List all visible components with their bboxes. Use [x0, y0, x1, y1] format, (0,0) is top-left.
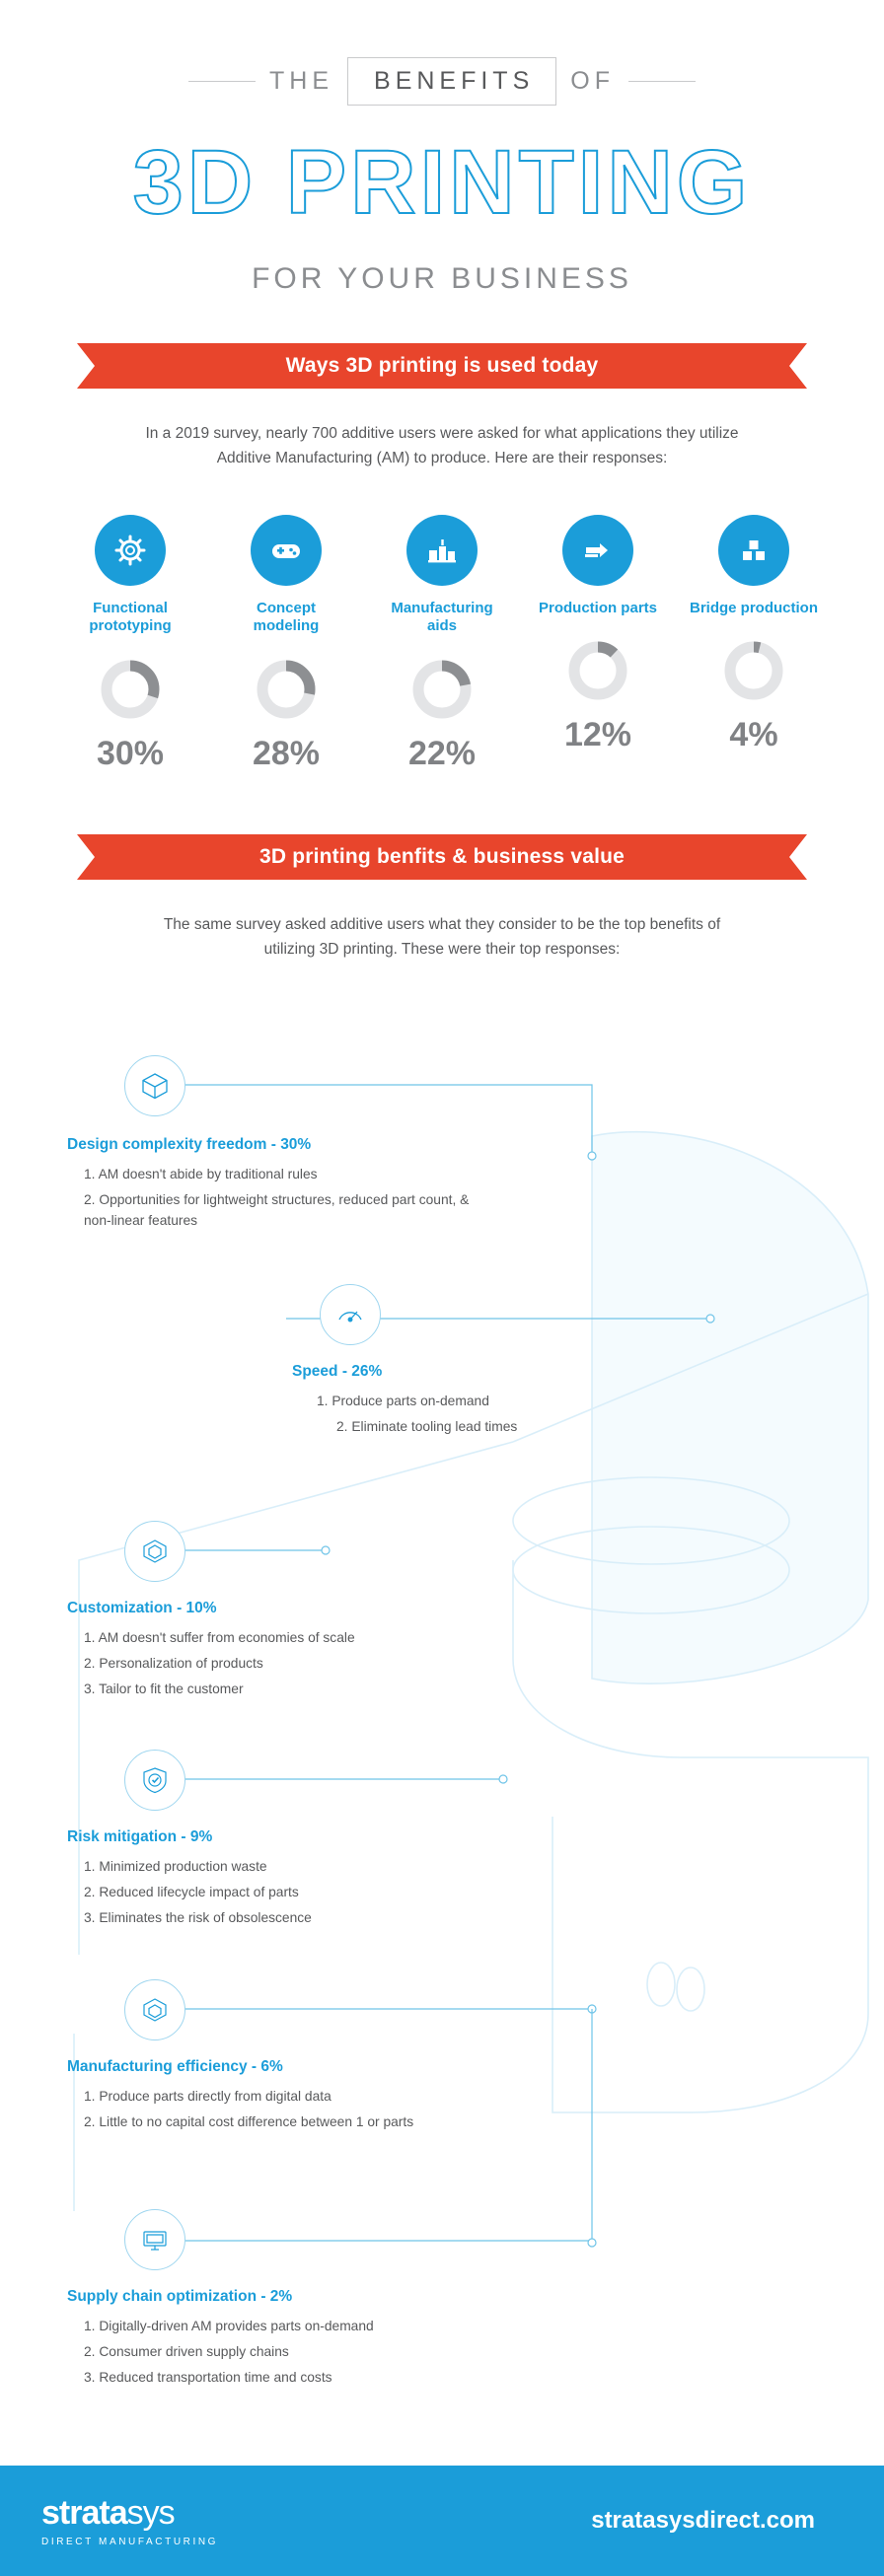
section2-banner-wrap	[0, 834, 884, 880]
list-item: 3. Eliminates the risk of obsolescence	[84, 1910, 312, 1926]
use-label: Production parts	[538, 599, 657, 616]
use-percent: 28%	[252, 735, 321, 773]
divider-right	[628, 81, 696, 82]
bolt-part-icon	[562, 515, 633, 586]
list-item: 2. Consumer driven supply chains	[84, 2344, 289, 2360]
benefit-title: Risk mitigation - 9%	[67, 1827, 213, 1845]
benefit-title: Supply chain optimization - 2%	[67, 2287, 293, 2305]
section2-intro: The same survey asked additive users what they consider to be the top benefits of utilizing 3D printing. These were their top responses:	[163, 916, 721, 958]
custom-cube-icon	[124, 1521, 185, 1582]
use-item-functional-prototyping	[66, 515, 194, 774]
benefits-headline-row	[0, 57, 884, 106]
logo-word-1: strata	[41, 2494, 127, 2532]
use-item-production-parts	[534, 515, 662, 774]
speed-icon	[320, 1284, 381, 1345]
list-item: 1. AM doesn't abide by traditional rules	[84, 1166, 318, 1181]
benefit-title: Design complexity freedom - 30%	[67, 1135, 312, 1153]
donut-chart-concept-modeling	[222, 658, 350, 721]
page-title: 3D PRINTING	[132, 132, 752, 233]
gear-icon	[95, 515, 166, 586]
list-item: 3. Tailor to fit the customer	[84, 1682, 244, 1697]
list-item: 3. Reduced transportation time and costs	[84, 2370, 332, 2386]
use-item-manufacturing-aids	[378, 515, 506, 774]
benefit-speed	[320, 1284, 381, 1345]
benefit-list	[67, 1164, 491, 1232]
benefit-customization	[124, 1521, 185, 1582]
uses-row	[0, 515, 884, 774]
list-item: 2. Opportunities for lightweight structures, reduced part count, & non-linear features	[84, 1192, 470, 1229]
headline-the: THE	[269, 67, 334, 95]
benefit-text-customization	[67, 1600, 422, 1705]
section2-banner: 3D printing benfits & business value	[77, 834, 807, 880]
benefit-design-complexity-freedom	[124, 1055, 185, 1116]
benefit-list	[67, 2316, 491, 2389]
page-header	[0, 0, 884, 296]
use-percent: 30%	[96, 735, 165, 773]
use-label: Concept modeling	[253, 599, 320, 635]
use-item-concept-modeling	[222, 515, 350, 774]
monitor-icon	[124, 2209, 185, 2270]
footer-website-link[interactable]: stratasysdirect.com	[591, 2507, 815, 2534]
use-label: Functional prototyping	[89, 599, 172, 635]
logo-tagline: DIRECT MANUFACTURING	[41, 2537, 219, 2547]
benefit-list	[67, 2086, 491, 2133]
headline-of: OF	[570, 67, 615, 95]
gamepad-icon	[251, 515, 322, 586]
donut-chart-bridge-production	[690, 639, 818, 702]
use-percent: 12%	[563, 716, 632, 754]
benefit-text-risk-mitigation	[67, 1828, 462, 1934]
list-item: 2. Little to no capital cost difference between 1 or parts	[84, 2114, 414, 2130]
benefit-title: Manufacturing efficiency - 6%	[67, 2057, 283, 2075]
benefit-text-manufacturing-efficiency	[67, 2058, 491, 2138]
list-item: 1. Produce parts directly from digital data	[84, 2088, 332, 2104]
use-percent: 4%	[729, 716, 778, 754]
list-item: 1. AM doesn't suffer from economies of scale	[84, 1629, 355, 1645]
benefit-text-speed	[292, 1363, 618, 1443]
donut-chart-functional-prototyping	[66, 658, 194, 721]
stratasys-logo	[41, 2494, 218, 2547]
boxes-icon	[718, 515, 789, 586]
section1-banner: Ways 3D printing is used today	[77, 343, 807, 389]
list-item: 2. Personalization of products	[84, 1656, 263, 1672]
benefit-text-design-complexity-freedom	[67, 1136, 491, 1237]
benefit-supply-chain-optimization	[124, 2209, 185, 2270]
list-item: 2. Reduced lifecycle impact of parts	[84, 1885, 299, 1900]
benefit-list	[67, 1627, 422, 1700]
hexagon-icon	[124, 1979, 185, 2040]
page-footer	[0, 2466, 884, 2576]
donut-chart-production-parts	[534, 639, 662, 702]
benefit-title: Customization - 10%	[67, 1599, 217, 1616]
logo-wordmark	[41, 2494, 218, 2533]
donut-chart-manufacturing-aids	[378, 658, 506, 721]
section1-banner-wrap	[0, 343, 884, 389]
section1-intro: In a 2019 survey, nearly 700 additive users were asked for what applications they utilize Additive Manufacturing (AM) to produce. Here are their responses:	[145, 425, 739, 466]
use-item-bridge-production	[690, 515, 818, 774]
use-label: Manufacturing aids	[391, 599, 493, 635]
benefit-risk-mitigation	[124, 1750, 185, 1811]
list-item: 1. Produce parts on-demand	[317, 1393, 489, 1408]
use-label: Bridge production	[690, 599, 818, 616]
factory-icon	[406, 515, 478, 586]
list-item: 2. Eliminate tooling lead times	[336, 1419, 518, 1435]
list-item: 1. Minimized production waste	[84, 1858, 267, 1874]
cube-outline-icon	[124, 1055, 185, 1116]
benefit-list	[67, 1856, 462, 1929]
page-subtitle: FOR YOUR BUSINESS	[252, 262, 632, 295]
benefit-manufacturing-efficiency	[124, 1979, 185, 2040]
headline-benefits: BENEFITS	[347, 57, 556, 106]
shield-check-icon	[124, 1750, 185, 1811]
benefit-title: Speed - 26%	[292, 1362, 383, 1380]
logo-word-2: sys	[126, 2494, 175, 2532]
use-percent: 22%	[407, 735, 477, 773]
benefit-list	[292, 1391, 618, 1438]
list-item: 1. Digitally-driven AM provides parts on-demand	[84, 2318, 374, 2333]
divider-left	[188, 81, 256, 82]
benefit-text-supply-chain-optimization	[67, 2288, 491, 2394]
